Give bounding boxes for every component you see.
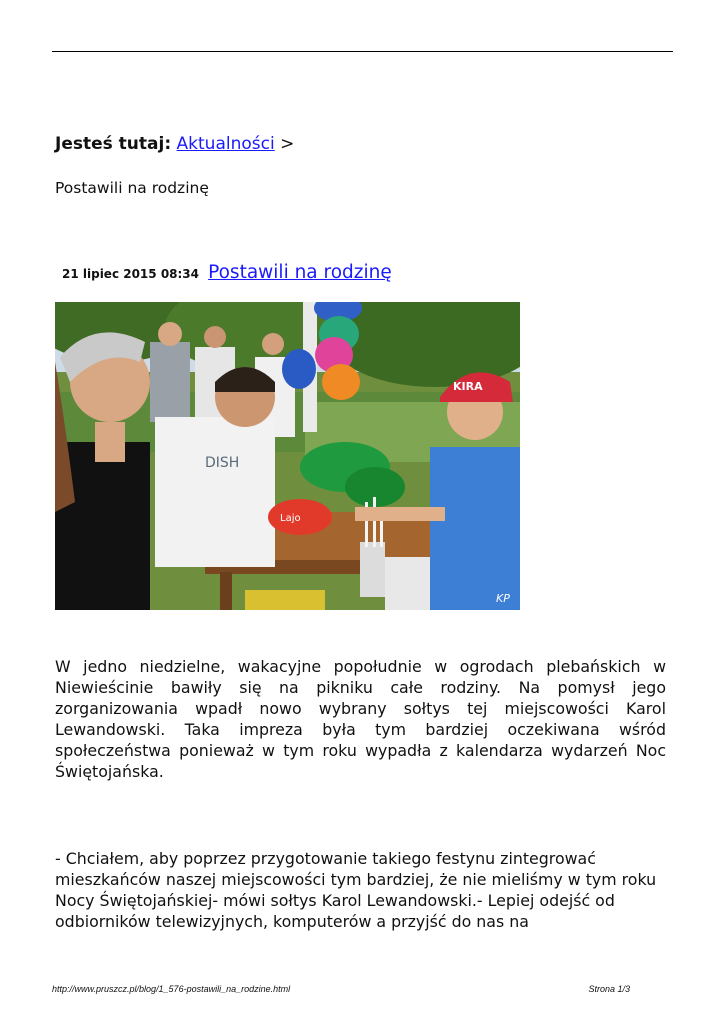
article-paragraph-2: - Chciałem, aby poprzez przygotowanie takiego festynu zintegrować mieszkańców naszej miejscowości tym bardziej, że nie mieliśmy w tym roku Nocy Świętojańskiej- mówi sołtys Karol Lewandowski.- Lepiej odejść od odbiorników telewizyjnych, komputerów a przyjść do nas na (55, 849, 657, 931)
breadcrumb-label: Jesteś tutaj: (55, 134, 172, 154)
article-title-link[interactable]: Postawili na rodzinę (208, 262, 392, 283)
page-subtitle: Postawili na rodzinę (55, 179, 209, 197)
shirt-print: DISH (205, 455, 240, 471)
bag-print: Lajo (280, 513, 301, 524)
breadcrumb (55, 134, 294, 154)
article-photo (55, 302, 520, 610)
top-divider (52, 51, 673, 52)
cap-print: KIRA (453, 380, 483, 393)
photo-watermark: KP (496, 592, 510, 605)
article-date: 21 lipiec 2015 08:34 (62, 267, 200, 281)
article-paragraph-1: W jedno niedzielne, wakacyjne popołudnie w ogrodach plebańskich w Niewieścinie bawiły się na pikniku całe rodziny. Na pomysł jego zorganizowania wpadł nowo wybrany sołtys tej miejscowości Karol Lewandowski. Taka impreza była tym bardziej oczekiwana wśród społeczeństwa ponieważ w tym roku wypadła z kalendarza wydarzeń Noc Świętojańska. (55, 657, 666, 781)
breadcrumb-link-aktualnosci[interactable]: Aktualności (176, 134, 275, 154)
footer-url: http://www.pruszcz.pl/blog/1_576-postawili_na_rodzine.html (52, 984, 291, 994)
article-meta (62, 262, 392, 283)
footer-page-number: Strona 1/3 (588, 984, 630, 994)
breadcrumb-separator: > (274, 134, 295, 154)
